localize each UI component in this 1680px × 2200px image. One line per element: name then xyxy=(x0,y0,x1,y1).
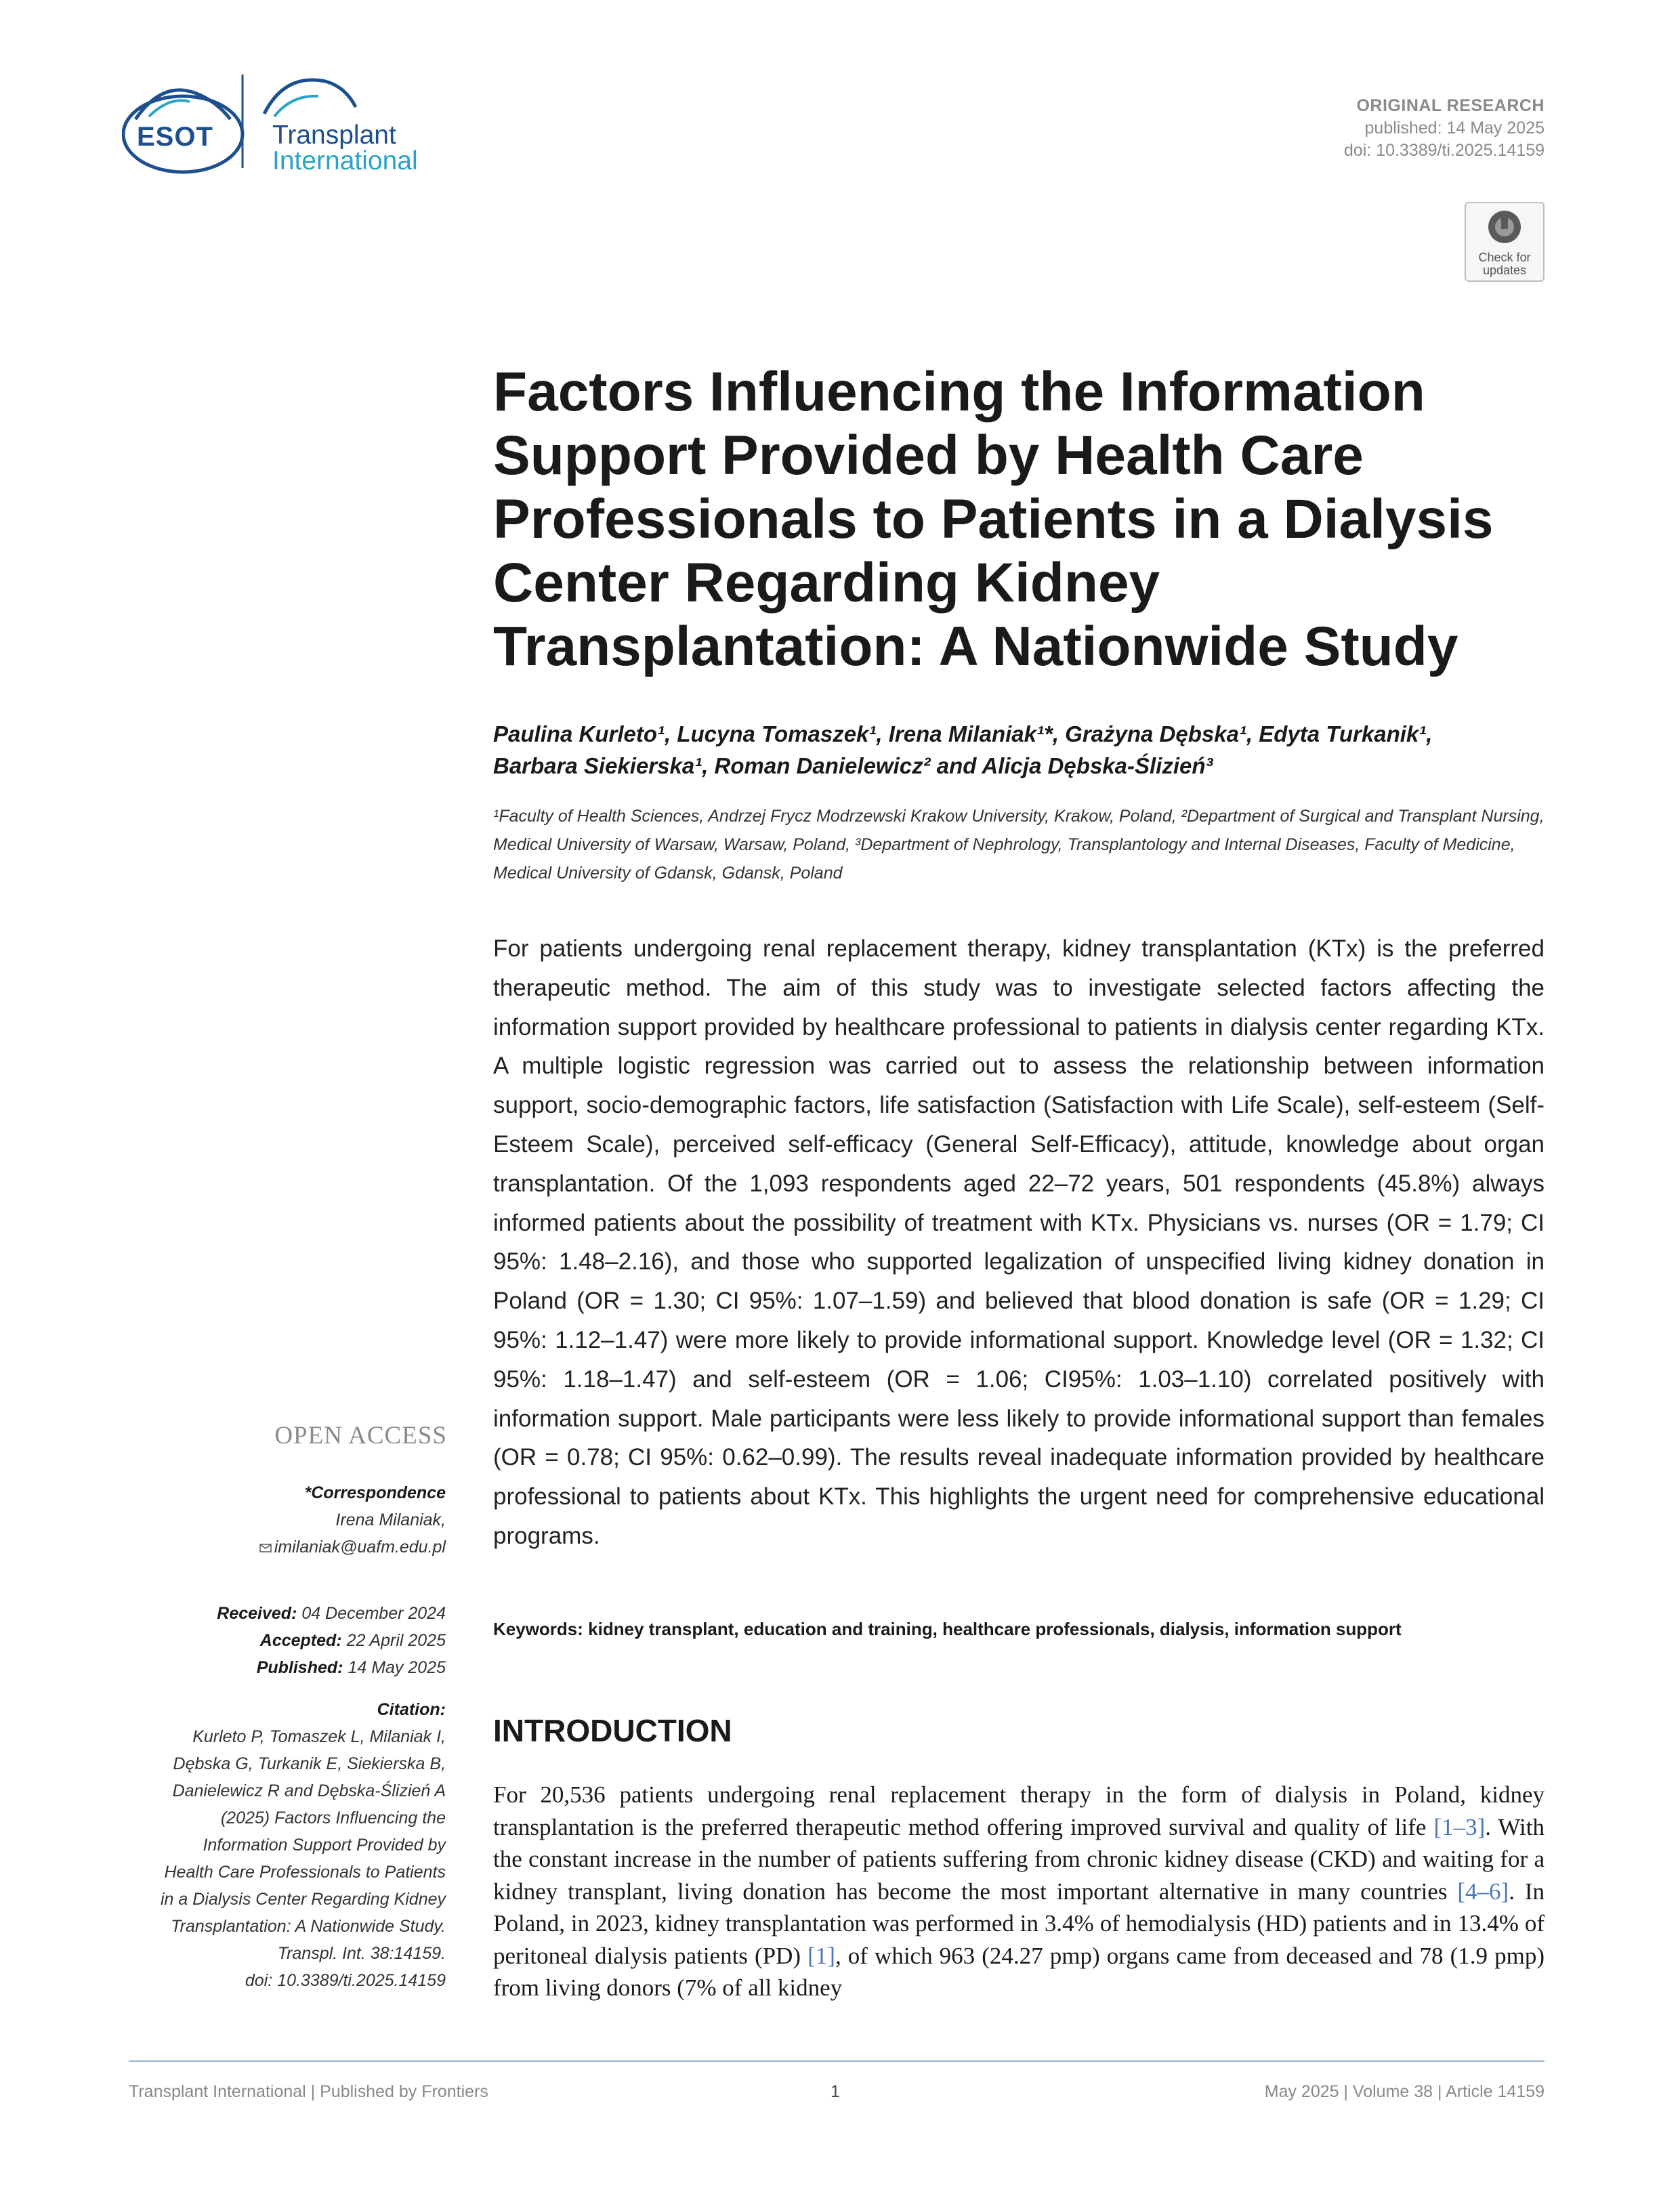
citation-block xyxy=(121,1696,446,1994)
article-title: Factors Influencing the Information Support Provided by Health Care Professionals to Patients in a Dialysis Center Regarding Kidney Transplantation: A Nationwide Study xyxy=(493,361,1494,677)
dates-block xyxy=(121,1600,446,1681)
accepted-date: 22 April 2025 xyxy=(346,1631,446,1650)
published-date-sidebar: 14 May 2025 xyxy=(348,1658,446,1677)
citation-line: Transpl. Int. 38:14159. xyxy=(277,1944,446,1963)
envelope-icon xyxy=(259,1544,272,1552)
published-date: published: 14 May 2025 xyxy=(1364,119,1545,138)
correspondence-label: *Correspondence xyxy=(304,1483,446,1502)
citation-line: Dębska G, Turkanik E, Siekierska B, xyxy=(173,1754,446,1773)
journal-logo xyxy=(122,66,488,175)
citation-line[interactable]: doi: 10.3389/ti.2025.14159 xyxy=(245,1971,446,1990)
citation-label: Citation: xyxy=(377,1700,446,1719)
received-label: Received: xyxy=(217,1604,297,1623)
accepted-label: Accepted: xyxy=(259,1631,342,1650)
crossmark-icon xyxy=(1486,209,1523,245)
citation-line: Transplantation: A Nationwide Study. xyxy=(171,1917,446,1936)
published-label: Published: xyxy=(256,1658,343,1677)
footer-journal: Transplant International | Published by Frontiers xyxy=(129,2082,488,2101)
footer-divider xyxy=(129,2060,1545,2062)
affiliations: ¹Faculty of Health Sciences, Andrzej Frycz Modrzewski Krakow University, Krakow, Poland, ²Department of Surgical and Transplant Nursing, Medical University of Warsaw, Warsaw, Poland, ³Department of Nephrology, Transplantology and Internal Diseases, Faculty of Medicine, Medical University of Gdansk, Gdansk, Poland xyxy=(493,807,1545,883)
correspondence-name: Irena Milaniak, xyxy=(335,1510,446,1529)
open-access-label: OPEN ACCESS xyxy=(274,1422,447,1450)
article-type: ORIGINAL RESEARCH xyxy=(1356,96,1545,115)
check-for-updates-button[interactable] xyxy=(1465,202,1545,282)
citation-link[interactable]: [4–6] xyxy=(1457,1878,1509,1905)
abstract: For patients undergoing renal replacement therapy, kidney transplantation (KTx) is the preferred therapeutic method. The aim of this study was to investigate selected factors affecting the information support provided by healthcare professional to patients in dialysis center regarding KTx. A multiple logistic regression was carried out to assess the relationship between information support, socio-demographic factors, life satisfaction (Satisfaction with Life Scale), self-esteem (Self-Esteem Scale), perceived self-efficacy (General Self-Efficacy), attitude, knowledge about organ transplantation. Of the 1,093 respondents aged 22–72 years, 501 respondents (45.8%) always informed patients about the possibility of treatment with KTx. Physicians vs. nurses (OR = 1.79; CI 95%: 1.48–2.16), and those who supported legalization of unspecified living kidney donation in Poland (OR = 1.30; CI 95%: 1.07–1.59) and believed that blood donation is safe (OR = 1.29; CI 95%: 1.12–1.47) were more likely to provide informational support. Knowledge level (OR = 1.32; CI 95%: 1.18–1.47) and self-esteem (OR = 1.06; CI95%: 1.03–1.10) correlated positively with information support. Male participants were less likely to provide informational support than females (OR = 0.78; CI 95%: 0.62–0.99). The results reveal inadequate information provided by healthcare professional to patients about KTx. This highlights the urgent need for comprehensive educational programs. xyxy=(493,935,1545,1549)
citation-line: Kurleto P, Tomaszek L, Milaniak I, xyxy=(192,1727,446,1746)
received-date: 04 December 2024 xyxy=(301,1604,446,1623)
journal-logo-line1: Transplant xyxy=(272,121,396,150)
introduction-paragraph: For 20,536 patients undergoing renal replacement therapy in the form of dialysis in Poland, kidney transplantation is the preferred therapeutic method offering improved survival and quality of life [1–3]. With the constant increase in the number of patients suffering from chronic kidney disease (CKD) and waiting for a kidney transplant, living donation has become the most important alternative in many countries [4–6]. In Poland, in 2023, kidney transplantation was performed in 3.4% of hemodialysis (HD) patients and in 13.4% of peritoneal dialysis patients (PD) [1], of which 963 (24.27 pmp) organs came from deceased and 78 (1.9 pmp) from living donors (7% of all kidney xyxy=(493,1781,1545,2001)
correspondence-block xyxy=(121,1479,446,1561)
authors-line-2: Barbara Siekierska¹, Roman Danielewicz² and Alicja Dębska-Ślizień³ xyxy=(493,753,1213,778)
footer-issue: May 2025 | Volume 38 | Article 14159 xyxy=(1264,2082,1545,2101)
citation-line: Health Care Professionals to Patients xyxy=(164,1863,446,1882)
article-doi[interactable]: doi: 10.3389/ti.2025.14159 xyxy=(1343,141,1545,160)
citation-line: in a Dialysis Center Regarding Kidney xyxy=(160,1890,446,1909)
citation-line: Information Support Provided by xyxy=(203,1836,446,1855)
journal-logo-line2: International xyxy=(272,146,418,175)
esot-logo-text: ESOT xyxy=(137,122,213,152)
citation-line: (2025) Factors Influencing the xyxy=(220,1808,446,1827)
author-list xyxy=(493,718,1563,782)
article-meta xyxy=(1070,96,1545,161)
citation-link[interactable]: [1] xyxy=(807,1942,835,1969)
authors-line-1: Paulina Kurleto¹, Lucyna Tomaszek¹, Irena Milaniak¹*, Grażyna Dębska¹, Edyta Turkanik¹, xyxy=(493,721,1433,746)
correspondence-email[interactable]: imilaniak@uafm.edu.pl xyxy=(274,1538,446,1557)
citation-line: Danielewicz R and Dębska-Ślizień A xyxy=(172,1781,446,1800)
citation-link[interactable]: [1–3] xyxy=(1433,1813,1486,1840)
correspondence-email-row[interactable] xyxy=(121,1533,446,1561)
page-number: 1 xyxy=(831,2082,840,2101)
keywords: Keywords: kidney transplant, education and training, healthcare professionals, dialysis, information support xyxy=(493,1619,1402,1639)
section-heading-introduction: INTRODUCTION xyxy=(493,1713,732,1748)
check-for-updates-label: Check for updates xyxy=(1478,251,1531,277)
